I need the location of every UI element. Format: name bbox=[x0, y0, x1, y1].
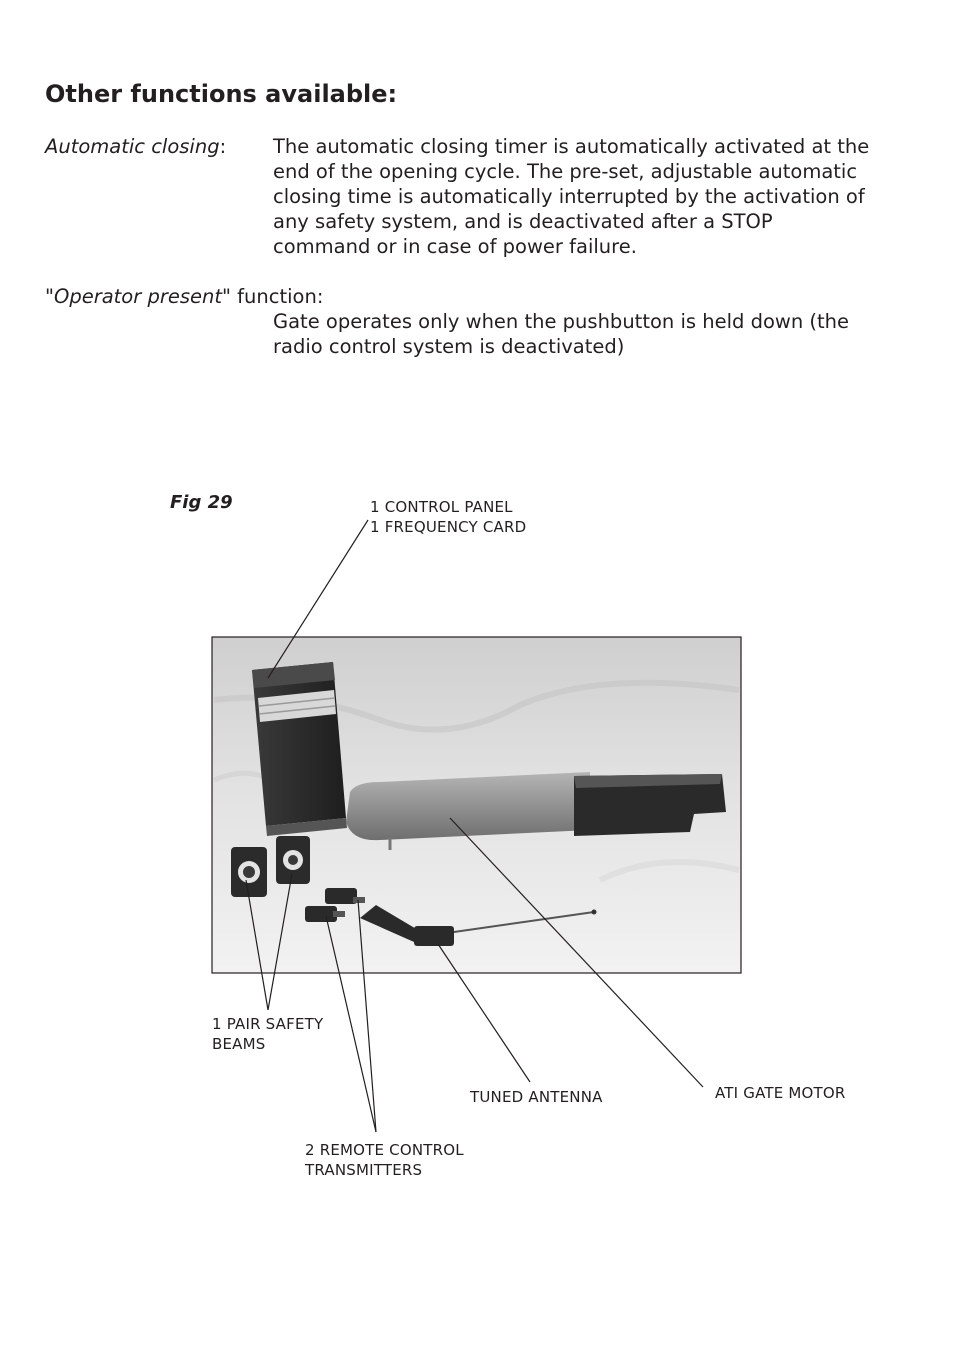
callout-line: TRANSMITTERS bbox=[305, 1161, 423, 1179]
callout-line: 1 CONTROL PANEL bbox=[370, 498, 513, 516]
automatic-closing-line: The automatic closing timer is automatically activated at the bbox=[273, 135, 870, 158]
operator-present-term-text: "Operator present" bbox=[45, 285, 231, 308]
operator-present-term-suffix: function: bbox=[230, 285, 324, 308]
automatic-closing-term-text: Automatic closing bbox=[45, 135, 220, 158]
callout-line: 1 PAIR SAFETY bbox=[212, 1015, 324, 1033]
automatic-closing-line: any safety system, and is deactivated after a STOP bbox=[273, 210, 773, 233]
callout-gate-motor: ATI GATE MOTOR bbox=[715, 1084, 846, 1102]
callout-line: BEAMS bbox=[212, 1035, 266, 1053]
callout-line: 1 FREQUENCY CARD bbox=[370, 518, 527, 536]
automatic-closing-line: command or in case of power failure. bbox=[273, 235, 637, 258]
page-heading: Other functions available: bbox=[45, 80, 398, 108]
product-photo bbox=[212, 637, 741, 973]
operator-present-line: Gate operates only when the pushbutton is held down (the bbox=[273, 310, 850, 333]
control-panel-image bbox=[252, 662, 347, 836]
operator-present-line: radio control system is deactivated) bbox=[273, 335, 625, 358]
callout-line: 2 REMOTE CONTROL bbox=[305, 1141, 464, 1159]
figure-label: Fig 29 bbox=[170, 492, 233, 513]
automatic-closing-line: closing time is automatically interrupted by the activation of bbox=[273, 185, 865, 208]
callout-tuned-antenna: TUNED ANTENNA bbox=[470, 1088, 603, 1106]
automatic-closing-line: end of the opening cycle. The pre-set, adjustable automatic bbox=[273, 160, 858, 183]
automatic-closing-term-suffix: : bbox=[219, 135, 227, 158]
